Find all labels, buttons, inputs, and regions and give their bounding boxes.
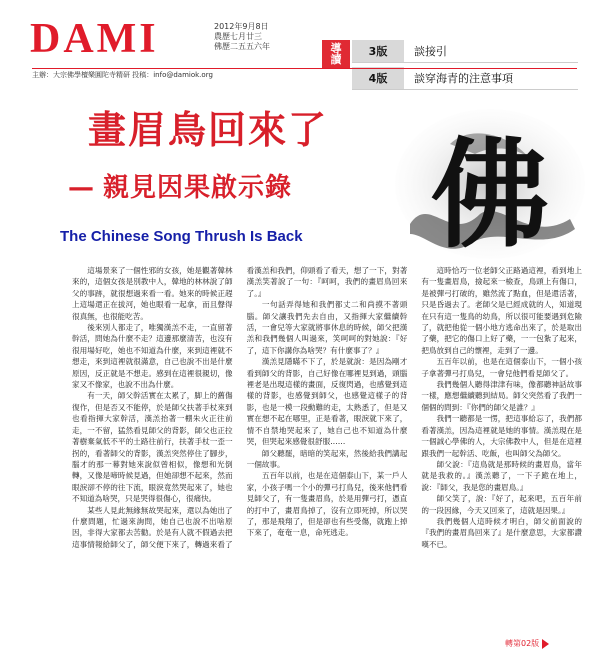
- paragraph: 師父聽罷，暗暗的笑起來，然後給我們講起一個故事。: [246, 448, 408, 469]
- continued-label: 轉第02版: [505, 639, 540, 648]
- date-gregorian: 2012年9月8日: [214, 22, 269, 31]
- toc-page: 4版: [352, 67, 404, 89]
- english-title: The Chinese Song Thrush Is Back: [60, 228, 303, 245]
- guide-badge: [322, 40, 350, 68]
- subtitle-dash: —: [68, 173, 95, 203]
- calligraphy-character: 佛: [430, 125, 550, 264]
- toc-title: 談穿海青的注意事項: [414, 72, 513, 85]
- subtitle-text: 親見因果啟示錄: [103, 173, 293, 203]
- toc-title: 談接引: [414, 45, 447, 58]
- guide-badge-char-1: 導: [330, 42, 342, 55]
- dami-logo: DAMI: [30, 16, 159, 62]
- guide-badge-char-2: 讀: [330, 53, 342, 66]
- toc-item[interactable]: [352, 40, 578, 63]
- article-body: [72, 265, 582, 630]
- paragraph: 師父說：『這鳥就是那時候的畫眉鳥，當年就是我救的。』漢羔聽了，一下子跪在地上，說：『師父，我是您的畫眉鳥。』: [421, 459, 582, 492]
- arrow-right-icon: [542, 639, 549, 649]
- paragraph: 這時恰巧一位老師父正路過這裡，看到地上有一隻畫眉鳥，撿起來一檢查，鳥頭上有傷口，是被彈弓打破的，雖然流了點血，但是還活著，只是昏過去了。老師父是已經成就的人，知道現在只有這一隻鳥的幼鳥，所以很可能要遇到危險了，就把他從一個小地方逃命出來了，於是取出了藥，把它的傷口上好了藥，一一包紮了起來，把鳥放到自己的懷裡，走到了一邊。: [421, 266, 582, 355]
- paragraph: 漢羔見隱瞞不下了，於是就說：是因為剛才看到師父的背影，自己好像在哪裡見到過，頭腦裡老是出現這樣的畫面，反復閃過，也感覺到這樣的背影，也感覺到師父，也感覺這樣子的背影，也是一模一段動難的走，太熟悉了，但是又實在想不起在哪里，正是看著，眼淚就下來了，情不自禁地哭起來了，她自己也不知道為什麼哭，但哭起來感覺很舒服……: [246, 357, 408, 447]
- sponsor-line: 主辦：大宗佛學檀樂圓陀寺精研 投稿：info@damiok.org: [32, 68, 577, 80]
- paragraph: 我們一聽都是一愣，把這事給忘了，我們都看著漢羔，因為這裡就是她的事情。漢羔現在是一個誠心學佛的人，大宗佛教中人，但是在這裡跟我們一起幹活、吃飯，也叫師父為師父。: [421, 414, 582, 458]
- paragraph: 五百年以前，也是在這個泰山下，某一戶人家，小孩子嗎一个小的彈弓打鳥兒，後來他們看見師父了，有一隻畫眉鳥，於是用彈弓打，憑直的打中了，畫眉鳥掉了，沒有立即死掉，所以哭了，那是飛翔了，但是卻也有些受傷，就跑上掉下來了，奄奄一息，命死逃走。: [246, 471, 408, 538]
- article-subtitle: [68, 172, 292, 204]
- date-buddhist: 佛歷二五五六年: [214, 42, 270, 51]
- paragraph: 某些人見此無緣無故哭起來，還以為她出了什麼問題，忙過來詢問，她自己也說不出啥原因，非得大家都去苦勸。於是有人就不假過去把這事情報給師父了，師父便下來了，轉過來看了看漢羔和我們，仰頭看了看天，想了一下，對著漢羔笑著說了一句：『呵呵，我們的畫眉鳥回來了。』: [72, 266, 408, 549]
- toc-page: 3版: [352, 40, 404, 62]
- date-lunar: 農歷七月廿三: [214, 32, 262, 41]
- paragraph: 有一天，師父幹活實在太累了，脚上的舊傷復作，但是否又不能停，於是師父扶著手杖來到也看指揮大家幹活，漢羔抬著一棚朱火正往前走，一不留，猛然看見師父的背影，師父也正拉著樹棄氣低不平的土路往前行，扶著手杖一歪一拐的，看著師父的背影，漢羔突然停住了腳步，腦才的那一幕對她來說似曾相似，像想和光倒轉，又像是啼時候見過，但她卻想不起來，然而眼淚卻不停的往下流，眼淚竟然哭起來了，她也不知道為啥哭，只是哭得很傷心，很痛快。: [72, 391, 233, 504]
- paragraph: 我們幾個人這時候才明白，師父前面說的『我們的畫眉鳥回來了』是什麼意思，大家都讚嘆不已。: [421, 516, 582, 549]
- continued-page-link[interactable]: [505, 638, 549, 649]
- paragraph: 這場景來了一個性邪的女孩，她是觀著韓林來的，這個女孩是別教中人，韓地的林林說了師父的事跡，就很想過來看一看。她來的時候正趕上這場還正在拔河，她也眼看一起拿，而且聲得很真無，也很能吃苦。: [72, 266, 233, 321]
- paragraph: 我們幾個人聽得津津有味，像都聽神話故事一樣，應想繼續聽到結局。師父突然看了我們一個個的問到：『你們的師父是誰？』: [421, 380, 582, 412]
- paragraph: 後來別人都走了，唯獨漢羔不走，一直留著幹活，問她為什麼不走？這邊那麼清苦，也沒有很用場好吃，她也不知道為什麼，來到這裡就不想走，來到這裡就很滿意，自己也說不出是什麼原因，反正就是不想走。感到在這裡很親切，像家又不像家，也說不出為什麼。: [72, 323, 233, 390]
- article-title: 畫眉鳥回來了: [88, 108, 329, 152]
- date-block: [214, 22, 270, 52]
- table-of-contents: [352, 40, 578, 90]
- paragraph: 師父笑了，說：『好了，起來吧，五百年前的一段因緣，今天又回來了，這就是因果。』: [421, 494, 582, 515]
- paragraph: 一句話弄得她和我們都丈二和尚摸不著頭腦。師父讓我們先去自由，又指揮大家繼續幹活，一會兒等大家就將事休息的時候，師父把漢羔和我們幾個人叫過來，笑呵呵的對她說：『好了，這下你講你為啥哭？有什麼事了？』: [246, 300, 408, 355]
- buddha-calligraphy-artwork: [390, 104, 590, 274]
- paragraph: 五百年以前，也是在這個泰山下，一個小孩子拿著彈弓打鳥兒，一會兒他們看見師父了。: [421, 357, 582, 378]
